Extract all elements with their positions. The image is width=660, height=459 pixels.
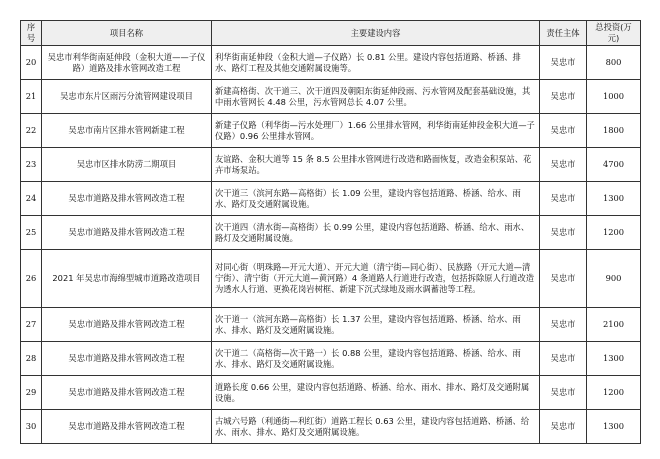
table-row [21,342,641,376]
row-serial: 25 [21,216,42,250]
row-content: 友谊路、金积大道等 15 条 8.5 公里排水管网进行改造和路面恢复，改造金积泵站、花卉市场泵站。 [212,148,540,182]
row-serial: 26 [21,250,42,308]
row-project-name: 吴忠市道路及排水管网改造工程 [42,182,212,216]
row-investment: 900 [587,250,641,308]
row-project-name: 吴忠市东片区雨污分流管网建设项目 [42,80,212,114]
row-owner: 吴忠市 [540,308,587,342]
table-row [21,376,641,410]
row-serial: 30 [21,410,42,444]
table-header-row [21,21,641,46]
row-serial: 29 [21,376,42,410]
project-table-container [20,20,640,444]
row-investment: 2100 [587,308,641,342]
table-row [21,250,641,308]
row-serial: 20 [21,46,42,80]
header-investment: 总投资(万元) [587,21,641,46]
row-project-name: 吴忠市道路及排水管网改造工程 [42,308,212,342]
row-owner: 吴忠市 [540,182,587,216]
row-project-name: 吴忠市道路及排水管网改造工程 [42,410,212,444]
row-content: 利华街南延伸段（金积大道—子仪路）长 0.81 公里。建设内容包括道路、桥涵、排水、路灯工程及其他交通附属设施等。 [212,46,540,80]
table-row [21,308,641,342]
row-project-name: 吴忠市利华街南延伸段（金积大道——子仪路）道路及排水管网改造工程 [42,46,212,80]
row-owner: 吴忠市 [540,410,587,444]
table-row [21,114,641,148]
row-owner: 吴忠市 [540,376,587,410]
row-owner: 吴忠市 [540,148,587,182]
project-table [20,20,641,444]
row-project-name: 吴忠市道路及排水管网改造工程 [42,216,212,250]
row-project-name: 吴忠市道路及排水管网改造工程 [42,342,212,376]
header-content: 主要建设内容 [212,21,540,46]
header-serial: 序号 [21,21,42,46]
row-serial: 21 [21,80,42,114]
row-owner: 吴忠市 [540,216,587,250]
row-serial: 22 [21,114,42,148]
row-project-name: 吴忠市区排水防涝二期项目 [42,148,212,182]
row-content: 次干道二（高格街—次干路一）长 0.88 公里，建设内容包括道路、桥涵、给水、雨水、排水、路灯及交通附属设施。 [212,342,540,376]
row-content: 次干道四（清水街—高格街）长 0.99 公里，建设内容包括道路、桥涵、给水、雨水、路灯及交通附属设施。 [212,216,540,250]
row-investment: 4700 [587,148,641,182]
row-investment: 1200 [587,376,641,410]
row-investment: 1300 [587,342,641,376]
row-content: 新建高格街、次干道三、次干道四及朝阳东街延伸段雨、污水管网及配套基础设施，其中雨水管网长 4.48 公里，污水管网总长 4.07 公里。 [212,80,540,114]
header-project-name: 项目名称 [42,21,212,46]
row-investment: 1800 [587,114,641,148]
row-content: 次干道一（滨河东路—高格街）长 1.37 公里，建设内容包括道路、桥涵、给水、雨水、排水、路灯及交通附属设施。 [212,308,540,342]
row-content: 古城六号路（利通街—利红街）道路工程长 0.63 公里，建设内容包括道路、桥涵、给水、雨水、排水、路灯及交通附属设施。 [212,410,540,444]
row-investment: 1000 [587,80,641,114]
row-content: 道路长度 0.66 公里，建设内容包括道路、桥涵、给水、雨水、排水、路灯及交通附属设施。 [212,376,540,410]
row-project-name: 吴忠市道路及排水管网改造工程 [42,376,212,410]
header-owner: 责任主体 [540,21,587,46]
row-project-name: 2021 年吴忠市海绵型城市道路改造项目 [42,250,212,308]
row-investment: 1300 [587,410,641,444]
row-owner: 吴忠市 [540,250,587,308]
table-row [21,182,641,216]
row-owner: 吴忠市 [540,80,587,114]
row-investment: 1200 [587,216,641,250]
row-content: 对同心街（明珠路—开元大道）、开元大道（清宁街—同心街）、民族路（开元大道—清宁街）、清宁街（开元大道—黄河路）4 条道路人行道进行改造，包括拆除原人行道改造为透水人行道、更换花岗岩树框、新建下沉式绿地及雨水调蓄池等工程。 [212,250,540,308]
row-content: 次干道三（滨河东路—高格街）长 1.09 公里，建设内容包括道路、桥涵、给水、雨水、路灯及交通附属设施。 [212,182,540,216]
table-row [21,46,641,80]
row-owner: 吴忠市 [540,342,587,376]
table-row [21,148,641,182]
row-content: 新建子仪路（利华街—污水处理厂）1.66 公里排水管网，利华街南延伸段金积大道—子仪路）0.96 公里排水管网。 [212,114,540,148]
row-investment: 800 [587,46,641,80]
table-row [21,410,641,444]
row-investment: 1300 [587,182,641,216]
row-serial: 27 [21,308,42,342]
table-row [21,80,641,114]
table-row [21,216,641,250]
row-owner: 吴忠市 [540,46,587,80]
row-owner: 吴忠市 [540,114,587,148]
row-serial: 28 [21,342,42,376]
row-project-name: 吴忠市南片区排水管网新建工程 [42,114,212,148]
row-serial: 24 [21,182,42,216]
row-serial: 23 [21,148,42,182]
